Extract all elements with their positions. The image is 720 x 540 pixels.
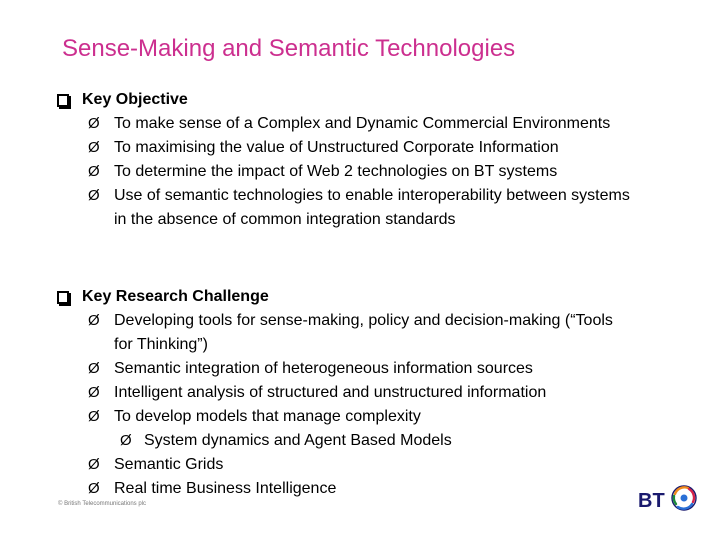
- list-item-text: Use of semantic technologies to enable interoperability between systems in the absence of common integration standards: [114, 187, 630, 228]
- arrow-bullet-icon: Ø: [88, 408, 100, 425]
- bt-globe-icon: [672, 486, 696, 510]
- list-item-text: Semantic integration of heterogeneous information sources: [114, 360, 533, 377]
- list-item-text: Intelligent analysis of structured and unstructured information: [114, 384, 547, 401]
- list-item-text: Real time Business Intelligence: [114, 480, 337, 497]
- list-item-text: Developing tools for sense-making, policy and decision-making (“Tools for Thinking”): [114, 312, 613, 353]
- section-heading: [56, 285, 634, 309]
- arrow-bullet-icon: Ø: [88, 115, 100, 132]
- list-item: [56, 405, 634, 429]
- arrow-bullet-icon: Ø: [88, 480, 100, 497]
- list-item: [56, 136, 634, 160]
- bt-logo: [638, 480, 698, 516]
- list-item-text: To develop models that manage complexity: [114, 408, 421, 425]
- bullet-list: [56, 309, 634, 501]
- checkbox-bullet-icon: [57, 291, 69, 304]
- section-heading-text: Key Research Challenge: [82, 288, 269, 305]
- copyright-note: © British Telecommunications plc: [58, 501, 147, 507]
- sub-list-item: [56, 429, 634, 453]
- bt-logo-text: BT: [638, 490, 665, 512]
- arrow-bullet-icon: Ø: [88, 139, 100, 156]
- arrow-bullet-icon: Ø: [88, 187, 100, 204]
- section-key-objective: [56, 88, 634, 232]
- arrow-bullet-icon: Ø: [120, 432, 132, 449]
- arrow-bullet-icon: Ø: [88, 456, 100, 473]
- arrow-bullet-icon: Ø: [88, 163, 100, 180]
- arrow-bullet-icon: Ø: [88, 312, 100, 329]
- slide-title: Sense-Making and Semantic Technologies: [62, 35, 516, 62]
- list-item-text: To make sense of a Complex and Dynamic Commercial Environments: [114, 115, 611, 132]
- list-item-text: To maximising the value of Unstructured Corporate Information: [114, 139, 559, 156]
- list-item: [56, 160, 634, 184]
- list-item: [56, 184, 634, 232]
- list-item: [56, 381, 634, 405]
- arrow-bullet-icon: Ø: [88, 360, 100, 377]
- list-item: [56, 357, 634, 381]
- arrow-bullet-icon: Ø: [88, 384, 100, 401]
- section-key-research-challenge: [56, 285, 634, 501]
- list-item: [56, 477, 634, 501]
- list-item: [56, 112, 634, 136]
- section-heading: [56, 88, 634, 112]
- list-item: [56, 453, 634, 477]
- list-item-text: System dynamics and Agent Based Models: [144, 432, 452, 449]
- bullet-list: [56, 112, 634, 232]
- list-item-text: Semantic Grids: [114, 456, 224, 473]
- list-item: [56, 309, 634, 357]
- list-item-text: To determine the impact of Web 2 technologies on BT systems: [114, 163, 558, 180]
- checkbox-bullet-icon: [57, 94, 69, 107]
- section-heading-text: Key Objective: [82, 91, 188, 108]
